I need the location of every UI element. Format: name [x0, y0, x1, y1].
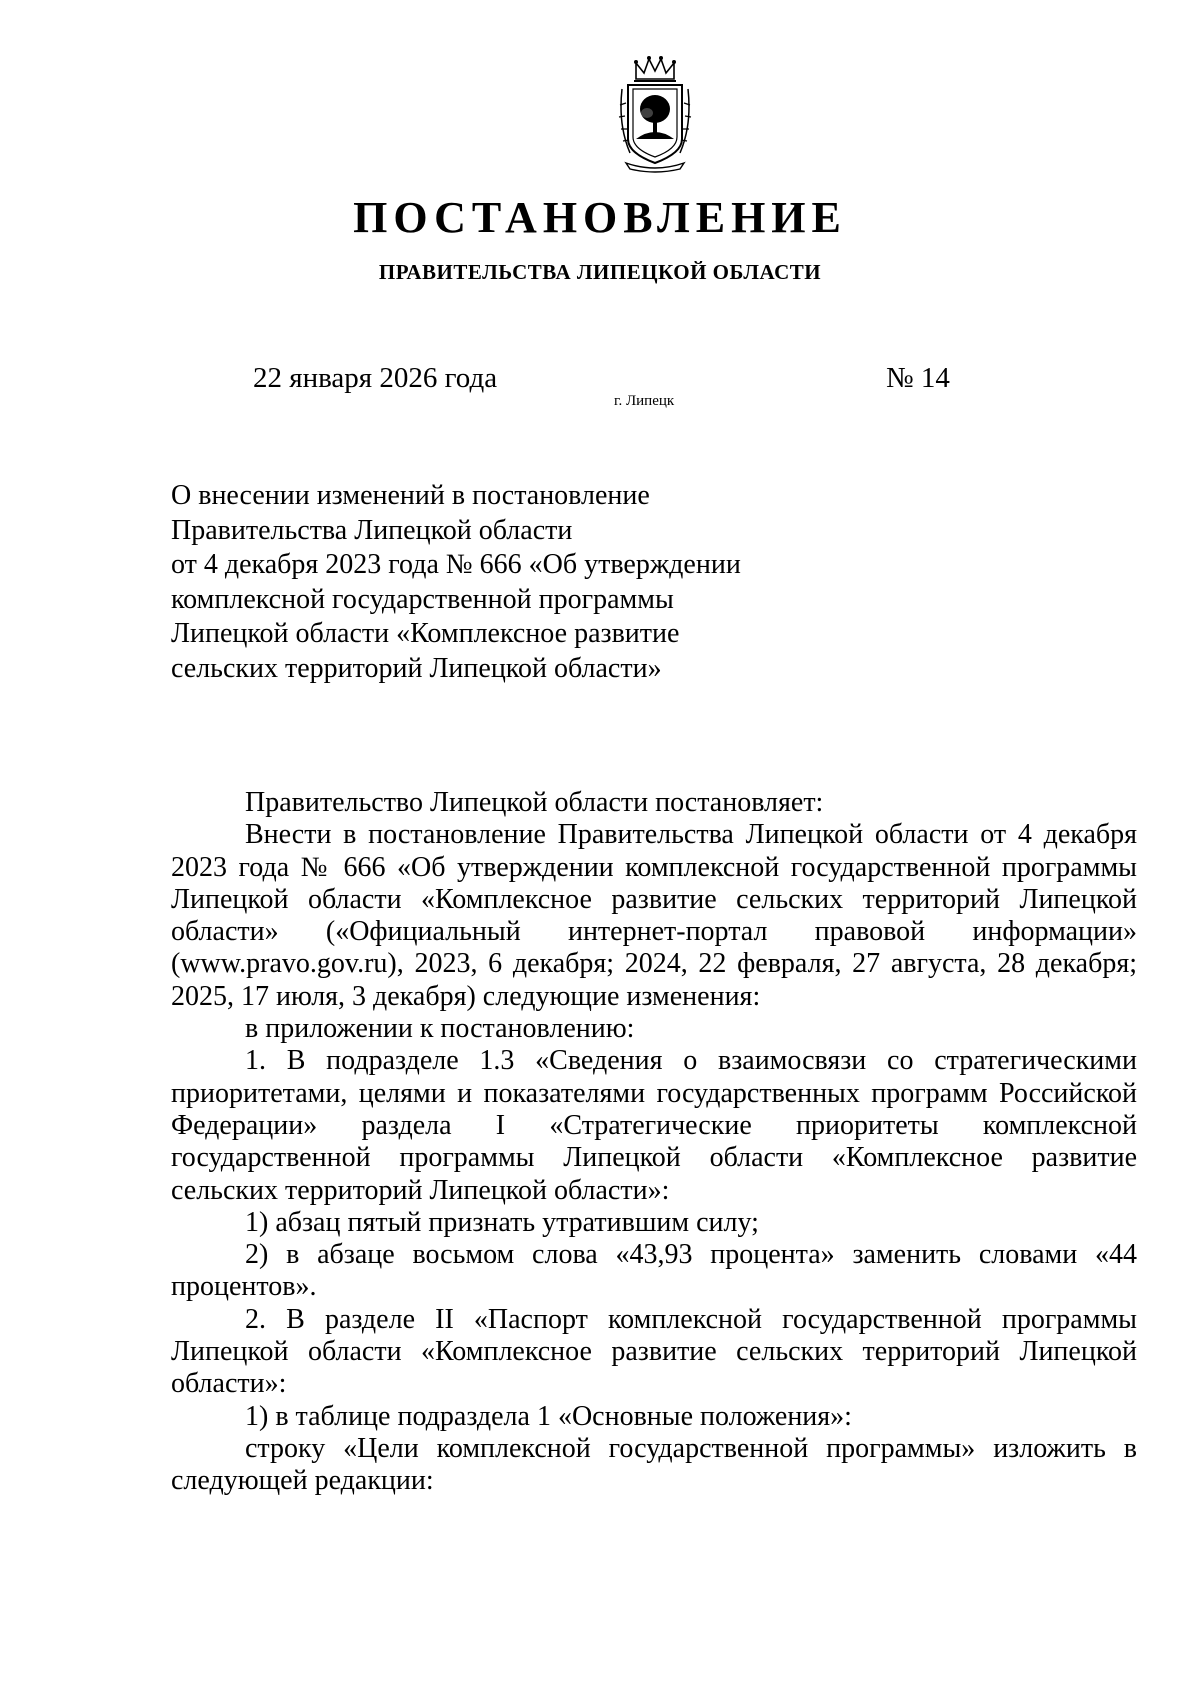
heading-line: сельских территорий Липецкой области»	[171, 652, 662, 684]
body-paragraph: Внести в постановление Правительства Липецкой области от 4 декабря 2023 года № 666 «Об утверждении комплексной государственной программы Липецкой области «Комплексное развитие сельских территорий Липецкой области» («Официальный интернет-портал правовой информации» (www.pravo.gov.ru), 2023, 6 декабря; 2024, 22 февраля, 27 августа, 28 декабря; 2025, 17 июля, 3 декабря) следующие изменения:	[171, 819, 1137, 1012]
body-paragraph: Правительство Липецкой области постановляет:	[245, 787, 824, 818]
body-paragraph: в приложении к постановлению:	[245, 1013, 635, 1045]
document-number: № 14	[886, 362, 950, 394]
document-body	[171, 787, 1137, 1498]
heading-line: от 4 декабря 2023 года № 666 «Об утверждении	[171, 549, 741, 580]
coat-of-arms-icon	[614, 55, 696, 173]
issuer-subtitle: ПРАВИТЕЛЬСТВА ЛИПЕЦКОЙ ОБЛАСТИ	[378, 260, 822, 284]
document-city: г. Липецк	[614, 393, 675, 409]
body-paragraph: 2. В разделе II «Паспорт комплексной государственной программы Липецкой области «Комплексное развитие сельских территорий Липецкой области»:	[171, 1303, 1137, 1400]
heading-line: Правительства Липецкой области	[171, 514, 573, 546]
body-paragraph: 1) абзац пятый признать утратившим силу;	[245, 1206, 759, 1238]
heading-line: Липецкой области «Комплексное развитие	[171, 618, 680, 649]
document-heading	[171, 479, 791, 686]
body-paragraph: 1) в таблице подраздела 1 «Основные положения»:	[245, 1400, 852, 1432]
document-date: 22 января 2026 года	[253, 362, 498, 394]
document-title: ПОСТАНОВЛЕНИЕ	[353, 193, 847, 242]
body-paragraph: 1. В подразделе 1.3 «Сведения о взаимосвязи со стратегическими приоритетами, целями и показателями государственных программ Российской Федерации» раздела I «Стратегические приоритеты комплексной государственной программы Липецкой области «Комплексное развитие сельских территорий Липецкой области»:	[171, 1045, 1137, 1206]
heading-line: комплексной государственной программы	[171, 583, 674, 615]
body-paragraph: строку «Цели комплексной государственной программы» изложить в следующей редакции:	[171, 1432, 1137, 1497]
body-paragraph: 2) в абзаце восьмом слова «43,93 процента» заменить словами «44 процентов».	[171, 1239, 1137, 1303]
heading-line: О внесении изменений в постановление	[171, 480, 650, 511]
